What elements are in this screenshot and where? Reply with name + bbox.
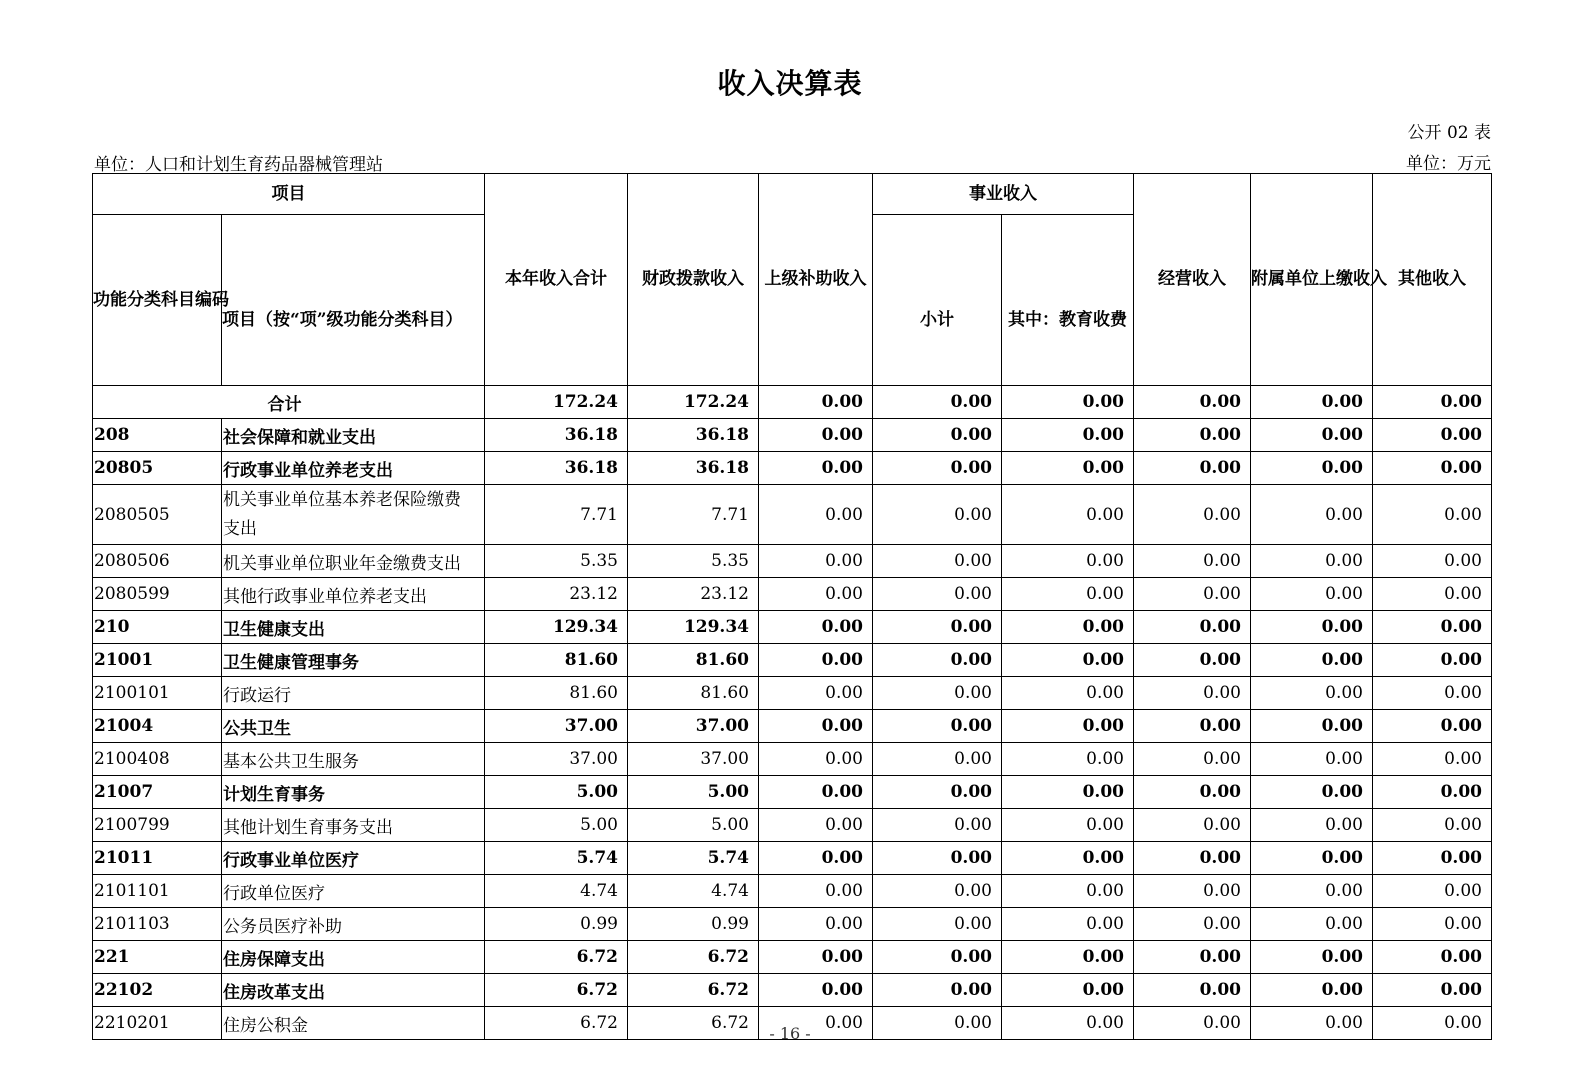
item-name-cell: 社会保障和就业支出 [222, 419, 485, 452]
header-total-income: 本年收入合计 [485, 174, 628, 386]
table-row [93, 485, 1492, 545]
value-cell: 0.00 [873, 710, 1002, 743]
value-cell: 0.00 [1002, 776, 1134, 809]
value-cell: 0.00 [759, 941, 873, 974]
value-cell: 0.00 [1373, 743, 1492, 776]
value-cell: 0.00 [759, 419, 873, 452]
item-name-cell: 行政单位医疗 [222, 875, 485, 908]
value-cell: 0.00 [1134, 677, 1251, 710]
value-cell: 0.00 [1373, 677, 1492, 710]
value-cell: 0.00 [759, 842, 873, 875]
value-cell: 0.00 [873, 776, 1002, 809]
value-cell: 0.00 [873, 941, 1002, 974]
value-cell: 0.00 [1134, 419, 1251, 452]
value-cell: 6.72 [485, 1007, 628, 1040]
value-cell: 0.00 [1002, 644, 1134, 677]
value-cell: 81.60 [485, 644, 628, 677]
header-business-income: 事业收入 [873, 174, 1134, 215]
value-cell: 0.00 [1251, 578, 1373, 611]
item-name-cell: 行政运行 [222, 677, 485, 710]
value-cell: 7.71 [485, 485, 628, 545]
header-affiliated-income: 附属单位上缴收入 [1251, 174, 1373, 386]
value-cell: 0.00 [873, 545, 1002, 578]
value-cell: 0.00 [1251, 1007, 1373, 1040]
income-report-table [92, 173, 1492, 1040]
value-cell: 0.00 [1251, 677, 1373, 710]
value-cell: 0.00 [759, 452, 873, 485]
value-cell: 0.00 [1134, 578, 1251, 611]
value-cell: 0.00 [1134, 485, 1251, 545]
total-cell: 0.00 [1251, 386, 1373, 419]
value-cell: 0.00 [1002, 677, 1134, 710]
item-name-cell: 行政事业单位养老支出 [222, 452, 485, 485]
value-cell: 5.35 [485, 545, 628, 578]
value-cell: 0.99 [485, 908, 628, 941]
total-row [93, 386, 1492, 419]
value-cell: 0.00 [1251, 908, 1373, 941]
value-cell: 0.99 [628, 908, 759, 941]
value-cell: 0.00 [1002, 1007, 1134, 1040]
value-cell: 0.00 [1373, 710, 1492, 743]
value-cell: 0.00 [1134, 644, 1251, 677]
table-row [93, 875, 1492, 908]
header-operating-income: 经营收入 [1134, 174, 1251, 386]
header-fiscal-income: 财政拨款收入 [628, 174, 759, 386]
value-cell: 0.00 [759, 776, 873, 809]
value-cell: 0.00 [873, 974, 1002, 1007]
total-label: 合计 [93, 386, 485, 419]
value-cell: 0.00 [1002, 578, 1134, 611]
table-row [93, 743, 1492, 776]
value-cell: 0.00 [1373, 776, 1492, 809]
function-code-cell: 2080599 [93, 578, 222, 611]
value-cell: 37.00 [628, 710, 759, 743]
item-name-cell: 其他计划生育事务支出 [222, 809, 485, 842]
value-cell: 0.00 [1373, 974, 1492, 1007]
value-cell: 81.60 [485, 677, 628, 710]
header-project: 项目 [93, 174, 485, 215]
value-cell: 0.00 [1134, 545, 1251, 578]
table-row [93, 776, 1492, 809]
value-cell: 0.00 [1251, 452, 1373, 485]
value-cell: 0.00 [1373, 941, 1492, 974]
value-cell: 0.00 [759, 611, 873, 644]
value-cell: 0.00 [1251, 485, 1373, 545]
value-cell: 0.00 [1134, 908, 1251, 941]
value-cell: 0.00 [1002, 974, 1134, 1007]
value-cell: 23.12 [485, 578, 628, 611]
value-cell: 0.00 [759, 644, 873, 677]
value-cell: 0.00 [873, 1007, 1002, 1040]
value-cell: 0.00 [759, 485, 873, 545]
item-name-cell: 住房保障支出 [222, 941, 485, 974]
value-cell: 5.74 [485, 842, 628, 875]
value-cell: 0.00 [759, 578, 873, 611]
function-code-cell: 2100408 [93, 743, 222, 776]
value-cell: 37.00 [485, 743, 628, 776]
value-cell: 0.00 [1373, 908, 1492, 941]
value-cell: 0.00 [1002, 710, 1134, 743]
table-row [93, 578, 1492, 611]
function-code-cell: 21001 [93, 644, 222, 677]
value-cell: 0.00 [873, 644, 1002, 677]
value-cell: 0.00 [759, 545, 873, 578]
page-number: - 16 - [769, 1024, 811, 1043]
header-other-income: 其他收入 [1373, 174, 1492, 386]
header-subtotal: 小计 [873, 215, 1002, 386]
total-cell: 0.00 [1373, 386, 1492, 419]
value-cell: 0.00 [1134, 743, 1251, 776]
value-cell: 36.18 [485, 419, 628, 452]
total-cell: 0.00 [1002, 386, 1134, 419]
value-cell: 129.34 [485, 611, 628, 644]
value-cell: 0.00 [759, 809, 873, 842]
value-cell: 5.00 [485, 809, 628, 842]
value-cell: 0.00 [759, 908, 873, 941]
form-number: 公开 02 表 [1407, 123, 1491, 143]
value-cell: 0.00 [1373, 545, 1492, 578]
header-function-code: 功能分类科目编码 [93, 215, 222, 386]
value-cell: 0.00 [1134, 875, 1251, 908]
function-code-cell: 22102 [93, 974, 222, 1007]
value-cell: 0.00 [873, 809, 1002, 842]
value-cell: 0.00 [1373, 611, 1492, 644]
value-cell: 0.00 [1134, 611, 1251, 644]
value-cell: 5.74 [628, 842, 759, 875]
value-cell: 0.00 [873, 842, 1002, 875]
value-cell: 0.00 [1002, 941, 1134, 974]
value-cell: 0.00 [873, 578, 1002, 611]
value-cell: 0.00 [1134, 974, 1251, 1007]
header-item-name: 项目（按“项”级功能分类科目） [222, 215, 485, 386]
value-cell: 0.00 [1002, 419, 1134, 452]
value-cell: 37.00 [485, 710, 628, 743]
value-cell: 6.72 [628, 1007, 759, 1040]
function-code-cell: 2080505 [93, 485, 222, 545]
table-row [93, 644, 1492, 677]
value-cell: 0.00 [1373, 578, 1492, 611]
item-name-cell: 其他行政事业单位养老支出 [222, 578, 485, 611]
value-cell: 0.00 [1251, 710, 1373, 743]
value-cell: 0.00 [1134, 452, 1251, 485]
value-cell: 0.00 [1251, 875, 1373, 908]
value-cell: 0.00 [1251, 545, 1373, 578]
value-cell: 0.00 [1002, 545, 1134, 578]
value-cell: 0.00 [873, 677, 1002, 710]
item-name-cell: 计划生育事务 [222, 776, 485, 809]
value-cell: 0.00 [1002, 809, 1134, 842]
table-row [93, 941, 1492, 974]
value-cell: 6.72 [485, 974, 628, 1007]
value-cell: 0.00 [1134, 809, 1251, 842]
value-cell: 0.00 [1251, 776, 1373, 809]
value-cell: 4.74 [628, 875, 759, 908]
item-name-cell: 公共卫生 [222, 710, 485, 743]
value-cell: 0.00 [873, 419, 1002, 452]
total-cell: 172.24 [485, 386, 628, 419]
value-cell: 0.00 [873, 908, 1002, 941]
value-cell: 0.00 [1373, 809, 1492, 842]
function-code-cell: 20805 [93, 452, 222, 485]
value-cell: 0.00 [1373, 485, 1492, 545]
value-cell: 0.00 [1002, 875, 1134, 908]
value-cell: 5.00 [485, 776, 628, 809]
total-cell: 0.00 [873, 386, 1002, 419]
value-cell: 0.00 [1002, 485, 1134, 545]
table-row [93, 452, 1492, 485]
value-cell: 0.00 [1002, 908, 1134, 941]
value-cell: 4.74 [485, 875, 628, 908]
value-cell: 6.72 [628, 941, 759, 974]
function-code-cell: 2210201 [93, 1007, 222, 1040]
total-cell: 172.24 [628, 386, 759, 419]
value-cell: 0.00 [1251, 419, 1373, 452]
value-cell: 0.00 [1251, 974, 1373, 1007]
value-cell: 7.71 [628, 485, 759, 545]
value-cell: 0.00 [759, 710, 873, 743]
item-name-cell: 机关事业单位职业年金缴费支出 [222, 545, 485, 578]
table-row [93, 974, 1492, 1007]
function-code-cell: 2080506 [93, 545, 222, 578]
function-code-cell: 21011 [93, 842, 222, 875]
value-cell: 0.00 [759, 974, 873, 1007]
item-name-cell: 住房公积金 [222, 1007, 485, 1040]
item-name-cell: 基本公共卫生服务 [222, 743, 485, 776]
function-code-cell: 221 [93, 941, 222, 974]
value-cell: 0.00 [1251, 809, 1373, 842]
value-cell: 0.00 [1373, 842, 1492, 875]
value-cell: 0.00 [1002, 842, 1134, 875]
function-code-cell: 21004 [93, 710, 222, 743]
value-cell: 0.00 [1134, 1007, 1251, 1040]
header-superior-subsidy: 上级补助收入 [759, 174, 873, 386]
value-cell: 0.00 [1251, 842, 1373, 875]
table-row [93, 710, 1492, 743]
value-cell: 0.00 [1373, 644, 1492, 677]
value-cell: 23.12 [628, 578, 759, 611]
value-cell: 37.00 [628, 743, 759, 776]
value-cell: 5.35 [628, 545, 759, 578]
table-row [93, 611, 1492, 644]
item-name-cell: 公务员医疗补助 [222, 908, 485, 941]
value-cell: 81.60 [628, 677, 759, 710]
function-code-cell: 2100101 [93, 677, 222, 710]
value-cell: 5.00 [628, 809, 759, 842]
value-cell: 6.72 [628, 974, 759, 1007]
value-cell: 0.00 [759, 1007, 873, 1040]
value-cell: 0.00 [1134, 710, 1251, 743]
function-code-cell: 210 [93, 611, 222, 644]
value-cell: 0.00 [1373, 1007, 1492, 1040]
value-cell: 36.18 [628, 419, 759, 452]
header-education-fee: 其中：教育收费 [1002, 215, 1134, 386]
value-cell: 0.00 [1251, 743, 1373, 776]
function-code-cell: 2101101 [93, 875, 222, 908]
value-cell: 0.00 [1373, 419, 1492, 452]
value-cell: 0.00 [873, 743, 1002, 776]
value-cell: 0.00 [1134, 776, 1251, 809]
value-cell: 0.00 [1251, 644, 1373, 677]
table-row [93, 908, 1492, 941]
function-code-cell: 2100799 [93, 809, 222, 842]
value-cell: 0.00 [759, 743, 873, 776]
value-cell: 5.00 [628, 776, 759, 809]
value-cell: 129.34 [628, 611, 759, 644]
value-cell: 0.00 [1002, 611, 1134, 644]
value-cell: 6.72 [485, 941, 628, 974]
value-cell: 0.00 [1373, 875, 1492, 908]
total-cell: 0.00 [759, 386, 873, 419]
value-cell: 0.00 [1134, 842, 1251, 875]
value-cell: 0.00 [1251, 611, 1373, 644]
item-name-cell: 住房改革支出 [222, 974, 485, 1007]
item-name-cell: 卫生健康支出 [222, 611, 485, 644]
item-name-cell: 卫生健康管理事务 [222, 644, 485, 677]
value-cell: 0.00 [873, 485, 1002, 545]
value-cell: 0.00 [873, 875, 1002, 908]
item-name-cell: 机关事业单位基本养老保险缴费支出 [222, 485, 485, 545]
page-title: 收入决算表 [717, 67, 863, 100]
value-cell: 0.00 [759, 875, 873, 908]
table-row [93, 842, 1492, 875]
function-code-cell: 21007 [93, 776, 222, 809]
value-cell: 0.00 [1002, 743, 1134, 776]
function-code-cell: 208 [93, 419, 222, 452]
value-cell: 36.18 [628, 452, 759, 485]
value-cell: 0.00 [1134, 941, 1251, 974]
value-cell: 0.00 [873, 611, 1002, 644]
table-row [93, 677, 1492, 710]
table-row [93, 809, 1492, 842]
value-cell: 81.60 [628, 644, 759, 677]
total-cell: 0.00 [1134, 386, 1251, 419]
value-cell: 0.00 [1251, 941, 1373, 974]
item-name-cell: 行政事业单位医疗 [222, 842, 485, 875]
currency-unit: 单位：万元 [1406, 154, 1491, 174]
value-cell: 0.00 [1002, 452, 1134, 485]
value-cell: 36.18 [485, 452, 628, 485]
reporting-unit: 单位：人口和计划生育药品器械管理站 [94, 155, 383, 175]
value-cell: 0.00 [1373, 452, 1492, 485]
table-row [93, 545, 1492, 578]
value-cell: 0.00 [759, 677, 873, 710]
value-cell: 0.00 [873, 452, 1002, 485]
function-code-cell: 2101103 [93, 908, 222, 941]
table-row [93, 419, 1492, 452]
